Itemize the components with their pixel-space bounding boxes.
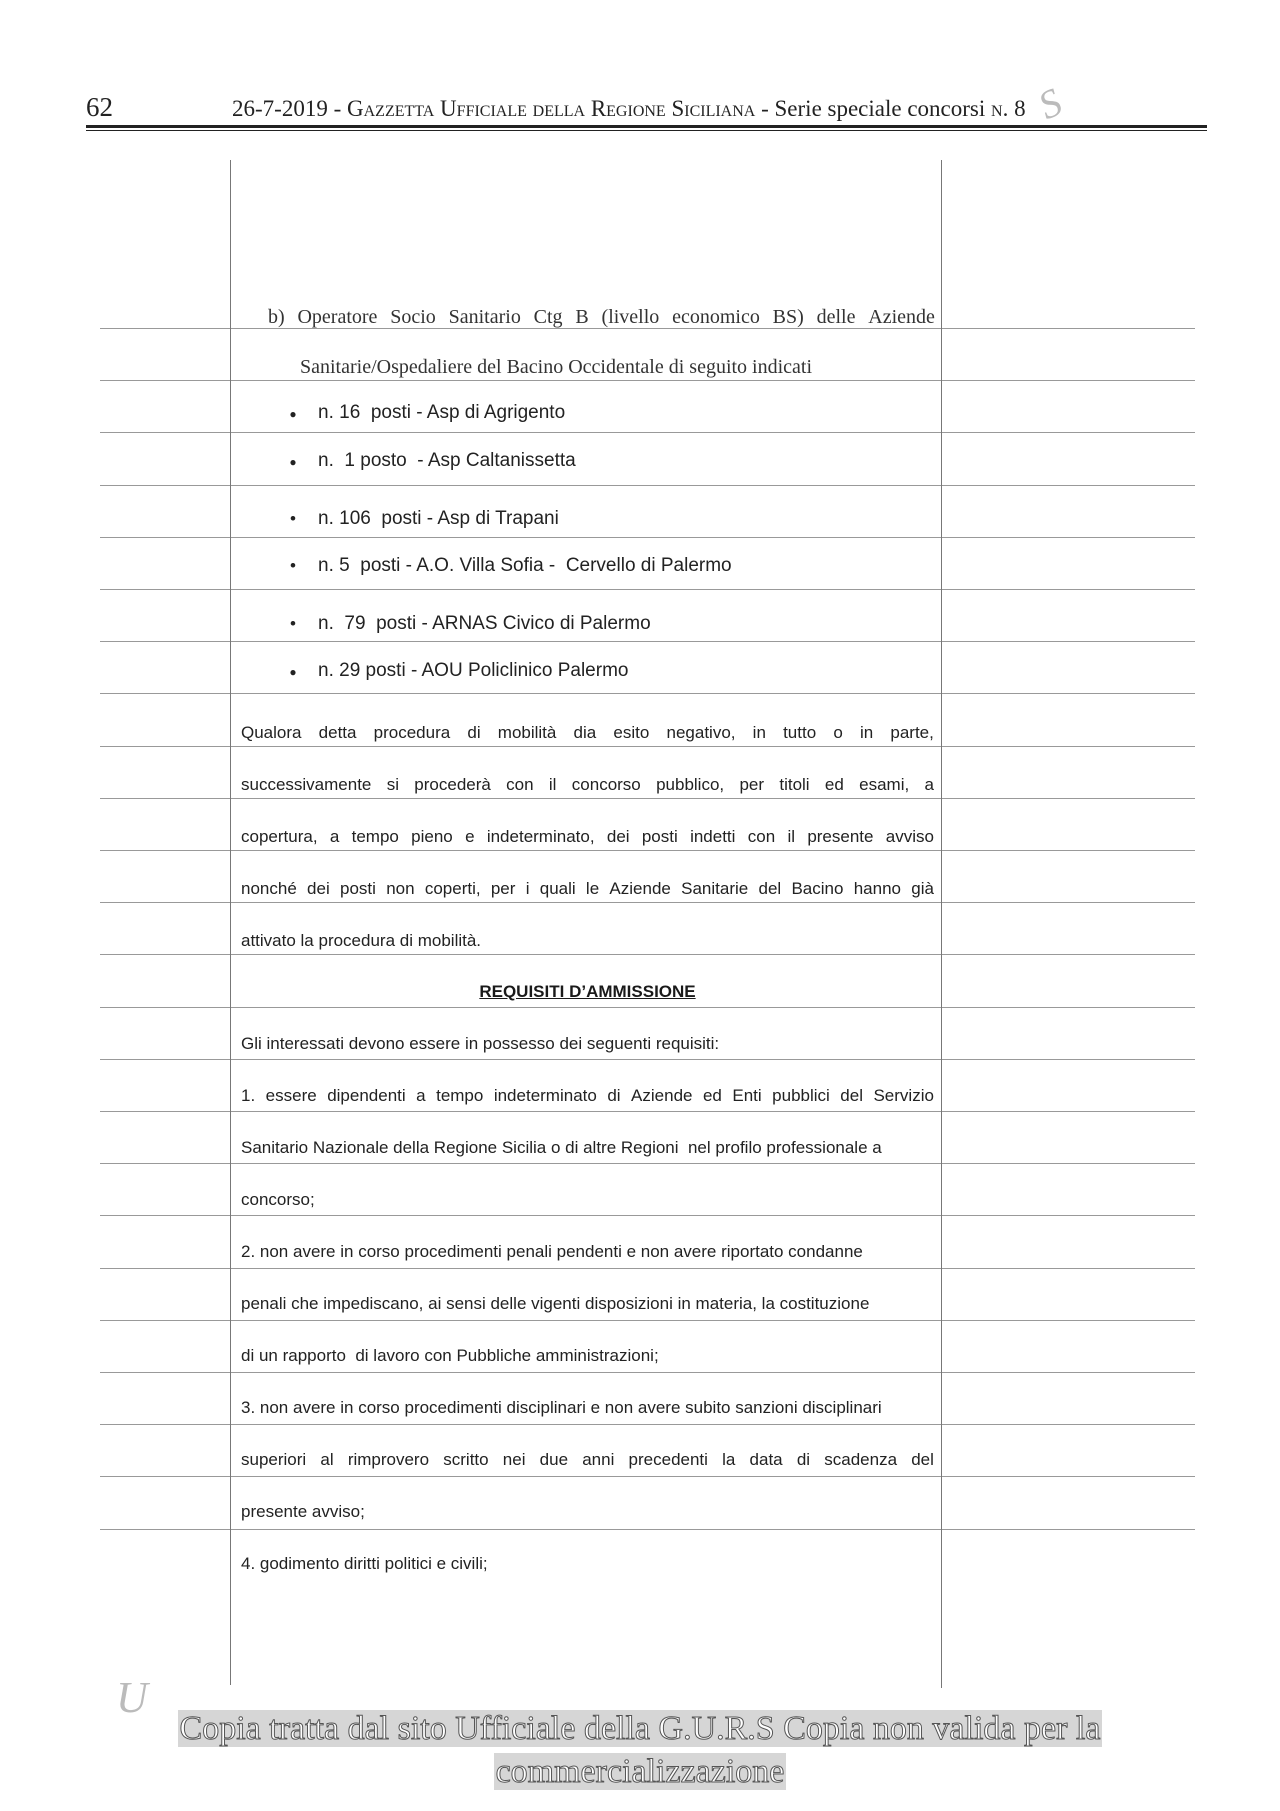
paragraph-line (241, 723, 934, 743)
watermark-mark: U (116, 1673, 148, 1722)
word: Operatore (297, 306, 378, 328)
requisiti-intro: Gli interessati devono essere in possesso dei seguenti requisiti: (241, 1034, 720, 1053)
word: in (752, 723, 766, 742)
requisiti-line: concorso; (241, 1190, 315, 1209)
bullet-item (280, 508, 559, 530)
word: Ctg (533, 306, 563, 328)
requisiti-line (241, 1450, 934, 1470)
word: data (749, 1450, 783, 1469)
word: negativo, (666, 723, 736, 742)
word: successivamente (241, 775, 372, 794)
ruled-line (100, 850, 1195, 851)
ruled-line (100, 1372, 1195, 1373)
word: Aziende (631, 1086, 693, 1105)
word: procederà (414, 775, 491, 794)
word: coperti, (424, 879, 481, 898)
bullet-item (280, 660, 628, 682)
requisiti-line: Sanitario Nazionale della Regione Sicilia o di altre Regioni nel profilo professionale a (241, 1138, 882, 1157)
word: scadenza (824, 1450, 898, 1469)
word: tempo (436, 1086, 484, 1105)
bullet-item (280, 450, 576, 472)
ruled-line (100, 798, 1195, 799)
word: rimprovero (347, 1450, 430, 1469)
word: dei (307, 879, 330, 898)
watermark-text-2: commercializzazione (495, 1753, 785, 1790)
ruled-line (100, 1424, 1195, 1425)
word: Socio (390, 306, 436, 328)
bullet-item (280, 555, 732, 577)
word: due (539, 1450, 569, 1469)
ruled-line (100, 1111, 1195, 1112)
word: anni (582, 1450, 615, 1469)
word: per (739, 775, 765, 794)
word: di (796, 1450, 811, 1469)
word: 1. (241, 1086, 256, 1105)
ruled-line (100, 1163, 1195, 1164)
word: e (465, 827, 475, 846)
word: precedenti (628, 1450, 708, 1469)
ruled-line (100, 954, 1195, 955)
word: scritto (443, 1450, 489, 1469)
bullet-dot: ● (289, 665, 297, 679)
word: posti (641, 827, 678, 846)
word: economico (672, 306, 760, 328)
word: esito (613, 723, 650, 742)
word: a (329, 827, 340, 846)
bullet-dot: • (290, 509, 296, 528)
section-b-line2: Sanitarie/Ospedaliere del Bacino Occidentale di seguito indicati (300, 356, 813, 378)
word: (livello (601, 306, 660, 328)
word: avviso (885, 827, 934, 846)
ruled-line (100, 1529, 1195, 1530)
word: o (833, 723, 843, 742)
requisiti-line: 2. non avere in corso procedimenti penali pendenti e non avere riportato condanne (241, 1242, 863, 1261)
word: ed (702, 1086, 722, 1105)
ruled-line (100, 1268, 1195, 1269)
word: Aziende (609, 879, 671, 898)
ruled-line (100, 902, 1195, 903)
paragraph-line (241, 827, 934, 847)
ruled-line (100, 1320, 1195, 1321)
word: di (607, 1086, 621, 1105)
margin-line-left (230, 160, 231, 1685)
bullet-item (280, 402, 565, 424)
word: titoli (779, 775, 810, 794)
header-title: 26-7-2019 - Gazzetta Ufficiale della Regione Siciliana - Serie speciale concorsi n. 8 (232, 96, 1026, 121)
word: BS) (772, 306, 804, 328)
word: le (585, 879, 600, 898)
requisiti-line (241, 1086, 934, 1106)
word: pubblico, (656, 775, 725, 794)
stamp-mark: S (1031, 78, 1069, 129)
word: copertura, (241, 827, 318, 846)
ruled-line (100, 380, 1195, 381)
requisiti-line: 3. non avere in corso procedimenti disciplinari e non avere subito sanzioni disciplinari (241, 1398, 882, 1417)
word: pubblici (772, 1086, 830, 1105)
word: Bacino (791, 879, 844, 898)
word: quali (539, 879, 576, 898)
word: parte, (890, 723, 934, 742)
word: indeterminato, (486, 827, 595, 846)
word: concorso (571, 775, 641, 794)
requisiti-title: REQUISITI D’AMMISSIONE (479, 982, 696, 1001)
word: i (525, 879, 530, 898)
header-rule-thin (86, 130, 1207, 131)
word: tutto (783, 723, 817, 742)
word: a (416, 1086, 426, 1105)
word: delle (816, 306, 856, 328)
word: la (722, 1450, 736, 1469)
word: essere (265, 1086, 317, 1105)
bullet-dot: ● (289, 407, 297, 421)
page-number: 62 (86, 92, 113, 122)
word: con (747, 827, 776, 846)
header-rule-thick (86, 125, 1207, 128)
word: dei (606, 827, 630, 846)
word: del (758, 879, 782, 898)
word: tempo (351, 827, 399, 846)
bullet-item (280, 613, 651, 635)
watermark-line-1 (0, 1710, 1280, 1748)
word: del (840, 1086, 863, 1105)
word: si (386, 775, 399, 794)
header-issue: n. 8 (991, 96, 1026, 121)
bullet-text: n. 5 posti - A.O. Villa Sofia - Cervello di Palermo (318, 555, 732, 576)
word: Sanitario (448, 306, 521, 328)
word: procedura (373, 723, 451, 742)
word: di (467, 723, 481, 742)
ruled-line (100, 1215, 1195, 1216)
word: dia (573, 723, 597, 742)
word: a (924, 775, 934, 794)
watermark-line-2 (0, 1753, 1280, 1791)
word: b) (268, 306, 285, 328)
word: nei (502, 1450, 526, 1469)
word: pieno (411, 827, 453, 846)
bullet-dot: • (290, 614, 296, 633)
word: mobilità (497, 723, 557, 742)
ruled-line (100, 1476, 1195, 1477)
word: superiori (241, 1450, 307, 1469)
word: Enti (732, 1086, 762, 1105)
word: per (490, 879, 516, 898)
requisiti-line: presente avviso; (241, 1502, 365, 1521)
bullet-text: n. 29 posti - AOU Policlinico Palermo (318, 660, 629, 681)
bullet-dot: • (290, 556, 296, 575)
word: B (575, 306, 589, 328)
word: indetti (690, 827, 736, 846)
bullet-text: n. 1 posto - Asp Caltanissetta (318, 450, 576, 471)
word: con (506, 775, 534, 794)
word: Sanitarie (681, 879, 749, 898)
bullet-text: n. 79 posti - ARNAS Civico di Palermo (318, 613, 651, 634)
word: nonché (241, 879, 297, 898)
ruled-line (100, 485, 1195, 486)
word: indeterminato (493, 1086, 597, 1105)
ruled-line (100, 537, 1195, 538)
ruled-line (100, 693, 1195, 694)
ruled-line (100, 1007, 1195, 1008)
word: non (386, 879, 415, 898)
ruled-line (100, 746, 1195, 747)
bullet-text: n. 106 posti - Asp di Trapani (318, 508, 559, 529)
word: già (911, 879, 934, 898)
header-series: Serie speciale concorsi (774, 96, 986, 121)
word: del (911, 1450, 934, 1469)
word: Qualora (241, 723, 302, 742)
paragraph-line (241, 879, 934, 899)
ruled-line (100, 1059, 1195, 1060)
watermark-text-1: Copia tratta dal sito Ufficiale della G.U.R.S Copia non valida per la (179, 1710, 1101, 1747)
word: hanno (853, 879, 901, 898)
paragraph-line: attivato la procedura di mobilità. (241, 931, 482, 950)
word: in (859, 723, 874, 742)
section-b-line1 (268, 306, 935, 329)
word: dipendenti (327, 1086, 406, 1105)
word: il (787, 827, 796, 846)
requisiti-line: penali che impediscano, ai sensi delle vigenti disposizioni in materia, la costituzione (241, 1294, 870, 1313)
ruled-line (100, 432, 1195, 433)
word: Aziende (868, 306, 935, 328)
word: il (548, 775, 557, 794)
ruled-line (100, 589, 1195, 590)
margin-line-right (941, 160, 942, 1688)
word: detta (318, 723, 357, 742)
requisiti-line: 4. godimento diritti politici e civili; (241, 1554, 488, 1573)
header-date: 26-7-2019 (232, 96, 328, 121)
word: esami, (859, 775, 910, 794)
word: posti (340, 879, 376, 898)
word: ed (824, 775, 844, 794)
word: al (320, 1450, 334, 1469)
bullet-text: n. 16 posti - Asp di Agrigento (318, 402, 566, 423)
requisiti-line: di un rapporto di lavoro con Pubbliche amministrazioni; (241, 1346, 659, 1365)
word: presente (807, 827, 874, 846)
word: Servizio (873, 1086, 934, 1105)
header-publication: Gazzetta Ufficiale della Regione Siciliana (347, 96, 756, 121)
paragraph-line (241, 775, 934, 795)
ruled-line (100, 641, 1195, 642)
bullet-dot: ● (289, 455, 297, 469)
